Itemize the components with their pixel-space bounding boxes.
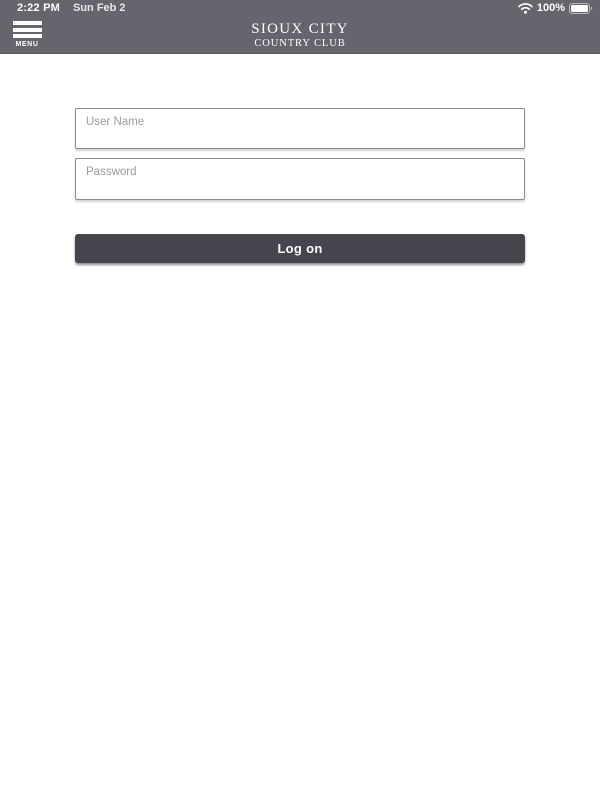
menu-button[interactable] — [11, 21, 43, 49]
status-date: Sun Feb 2 — [72, 2, 126, 14]
username-input[interactable] — [75, 108, 525, 149]
club-title-line2: COUNTRY CLUB — [254, 38, 346, 49]
club-logo-title — [0, 22, 600, 50]
status-time: 2:22 PM — [17, 2, 60, 14]
hamburger-menu-icon — [13, 21, 42, 41]
menu-button-label: MENU — [15, 40, 39, 48]
status-bar-left — [17, 2, 126, 14]
top-bar — [0, 0, 600, 54]
log-on-button[interactable]: Log on — [75, 234, 525, 263]
wifi-icon — [518, 3, 533, 14]
password-input[interactable] — [75, 158, 525, 200]
status-bar-right — [518, 2, 593, 14]
club-title-line1: SIOUX CITY — [251, 21, 349, 37]
battery-percentage: 100% — [536, 2, 565, 14]
login-form — [0, 54, 600, 263]
battery-icon — [569, 3, 593, 14]
